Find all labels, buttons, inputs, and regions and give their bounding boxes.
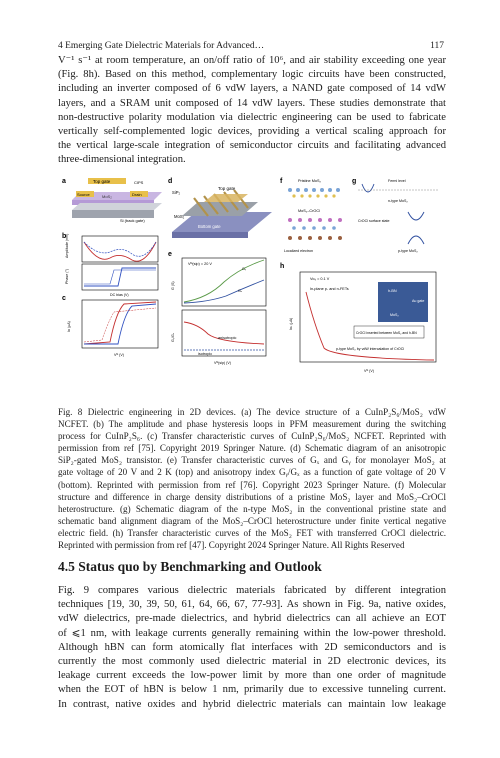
panel-label: f (280, 178, 283, 185)
svg-text:CrOCl inserted between MoS₂ an: CrOCl inserted between MoS₂ and h-BN (356, 331, 417, 335)
panel-label: b (62, 233, 67, 240)
section-heading: 4.5 Status quo by Benchmarking and Outlook (58, 559, 322, 574)
caption-line: schematic band alignment diagram of the MoS₂–CrOCl heterostructure under finite vertical negative (58, 515, 446, 526)
caption-line: NCFET. (b) The amplitude and phase hysteresis loops in PFM measurement during the switching (58, 419, 446, 430)
svg-text:Fermi level: Fermi level (388, 179, 406, 183)
svg-text:CIPS: CIPS (134, 180, 144, 185)
text-line: vertically self-complemented logic devices, providing a vertical scaling approach for (58, 126, 446, 138)
svg-text:p-type MoS₂: p-type MoS₂ (398, 249, 418, 253)
svg-text:Source: Source (77, 192, 90, 197)
svg-text:Iᴅₛ (μA): Iᴅₛ (μA) (289, 317, 293, 330)
text-line: when the EOT of hBN is below 1 nm, primarily due to excessive tunneling current. (58, 684, 446, 696)
svg-text:Phase (°): Phase (°) (65, 268, 69, 284)
svg-text:h-BN: h-BN (388, 289, 397, 293)
body-paragraph-2 (58, 584, 446, 712)
panel-a-device (72, 178, 162, 223)
text-line: layers, and a SRAM unit composed of 14 vdW layers. These studies demonstrate that (58, 97, 446, 109)
svg-text:G (S): G (S) (171, 281, 175, 290)
panel-label: e (168, 251, 172, 258)
svg-text:Pristine MoS₂: Pristine MoS₂ (298, 179, 321, 183)
figure-8 (58, 172, 444, 404)
svg-text:Au gate: Au gate (412, 299, 425, 303)
svg-text:Si (back gate): Si (back gate) (120, 218, 145, 223)
text-line: three-dimensional integration. (58, 154, 186, 166)
svg-text:Drain: Drain (132, 192, 142, 197)
svg-text:MoS₂: MoS₂ (102, 194, 112, 199)
caption-line: heterostructure. (g) Schematic diagram of the n-type MoS₂ in the conventional pristine state and (58, 503, 446, 514)
panel-label: g (352, 178, 357, 185)
panel-label: d (168, 178, 173, 185)
svg-text:DC bias (V): DC bias (V) (110, 293, 129, 297)
svg-text:Top gate: Top gate (218, 186, 236, 191)
caption-line: SiP₂-gated MoS₂ transistor. (e) Transfer characteristic curves of Gₓ and Gᵧ for monolayer MoS₂ at (58, 455, 446, 466)
svg-text:anisotropic: anisotropic (218, 336, 237, 340)
text-line: Although hBN can form atomically flat interfaces with 2D semiconductors and is (58, 641, 446, 653)
panel-label: c (62, 295, 66, 302)
panel-f-structure (284, 179, 342, 253)
panel-d-schematic (172, 186, 272, 238)
caption-line: Reprinted with permission from ref [47]. Copyright 2024 Springer Nature. All Rights Reserved (58, 540, 405, 551)
svg-text:MoS₂: MoS₂ (390, 313, 399, 317)
svg-text:Vᴳ(sip) = 20 V: Vᴳ(sip) = 20 V (188, 262, 212, 266)
caption-line: (bottom). Reprinted with permission from ref [76]. Copyright 2023 Springer Nature. (f) Molecular (58, 479, 446, 490)
caption-line: process for CuInP₂S₆. (c) Transfer characteristic curves of CuInP₂S₆/MoS₂ NCFET. Reprinted with (58, 431, 446, 442)
text-line: non-destructive polarity modulation via dielectric engineering can be used to fabricate (58, 111, 446, 123)
text-line: the vertical large-scale integration of semiconductor circuits and facilitating advanced (58, 140, 446, 152)
svg-text:Gᵧ: Gᵧ (242, 267, 246, 271)
caption-line: structure and difference in charge density distributions of a pristine MoS₂ layer and MoS₂–CrOCl (58, 491, 446, 502)
svg-text:Gₓ: Gₓ (238, 289, 242, 293)
text-line: of ⩽1 nm, with leakage currents generally remaining within the low-power threshold. (58, 627, 446, 639)
page-number: 117 (430, 41, 444, 51)
caption-line: gate voltage of 20 V and 2 K (top) and anisotropy index Gᵧ/Gₓ as a function of gate voltage of 20 V (58, 467, 446, 478)
caption-line: Fig. 8 Dielectric engineering in 2D devices. (a) The device structure of a CuInP₂S₆/MoS₂ vdW (58, 407, 446, 417)
text-line: leakage current exceeds the low-power limit by more than one order of magnitude (58, 670, 446, 682)
text-line: vdW dielectrics, pre-made dielectrics, and hybrid dielectrics can all achieve an EOT (58, 613, 446, 625)
panel-h-transfer (289, 272, 436, 373)
caption-line: permission from ref [75]. Copyright 2019 Springer Nature. (d) Schematic diagram of an anisotropic (58, 443, 446, 454)
svg-text:Vᴳ(sip) (V): Vᴳ(sip) (V) (214, 361, 231, 365)
svg-text:MoS₂–CrOCl: MoS₂–CrOCl (298, 209, 320, 213)
svg-text:SiP₂: SiP₂ (172, 190, 181, 195)
text-line: including an inverter composed of 6 vdW layers, a NAND gate composed of 14 vdW (58, 83, 446, 95)
text-line: V⁻¹ s⁻¹ at room temperature, an on/off ratio of 10⁶, and air stability exceeding one year (58, 55, 446, 66)
svg-text:Gᵧ/Gₓ: Gᵧ/Gₓ (171, 333, 175, 342)
svg-text:Localized electron: Localized electron (284, 249, 313, 253)
svg-text:Iᴅ (μA): Iᴅ (μA) (67, 321, 71, 332)
panel-b-pfm (65, 234, 158, 297)
panel-g-bands (358, 179, 438, 253)
running-header (58, 41, 444, 53)
svg-text:p-type MoS₂ by vdW intercalati: p-type MoS₂ by vdW intercalation of CrOCl (336, 347, 405, 351)
svg-text:In-plane p- and n-FETs: In-plane p- and n-FETs (310, 287, 349, 291)
panel-label: a (62, 178, 66, 185)
text-line: techniques [19, 30, 39, 50, 61, 64, 66, 67, 77-93]. As shown in Fig. 9a, native oxides, (58, 599, 446, 611)
svg-text:Amplitude (nm): Amplitude (nm) (65, 233, 69, 258)
text-line: Fig. 9 compares various dielectric materials fabricated by different integration (58, 585, 446, 596)
svg-text:isotropic: isotropic (198, 352, 213, 356)
svg-text:Vᴳ (V): Vᴳ (V) (364, 369, 374, 373)
text-line: In contrast, native oxides and hybrid dielectric materials can maintain low leakage (58, 698, 446, 710)
text-line: (Fig. 8h). Based on this method, complementary logic circuits have been constructed, (58, 69, 446, 81)
svg-text:Top gate: Top gate (93, 179, 111, 184)
caption-line: electric field. (h) Transfer characteristic curves of the MoS₂ FET with transferred CrOCl dielectric. (58, 527, 446, 538)
body-paragraph-1 (58, 54, 446, 168)
svg-text:n-type MoS₂: n-type MoS₂ (388, 199, 408, 203)
svg-text:Vᴅₛ = 0.1 V: Vᴅₛ = 0.1 V (310, 277, 330, 281)
panel-e-conductance (171, 258, 266, 365)
panel-c-transfer (67, 300, 158, 357)
svg-text:MoS₂: MoS₂ (174, 214, 185, 219)
panel-label: h (280, 263, 285, 270)
chapter-title: 4 Emerging Gate Dielectric Materials for Advanced… (58, 41, 265, 51)
text-line: currently the most commonly used dielectric material in 2D electronic devices, its (58, 656, 446, 668)
svg-text:Bottom gate: Bottom gate (198, 224, 221, 229)
figure-caption (58, 406, 446, 551)
svg-text:CrOCl surface state: CrOCl surface state (358, 219, 390, 223)
svg-text:Vᴳ (V): Vᴳ (V) (114, 353, 124, 357)
